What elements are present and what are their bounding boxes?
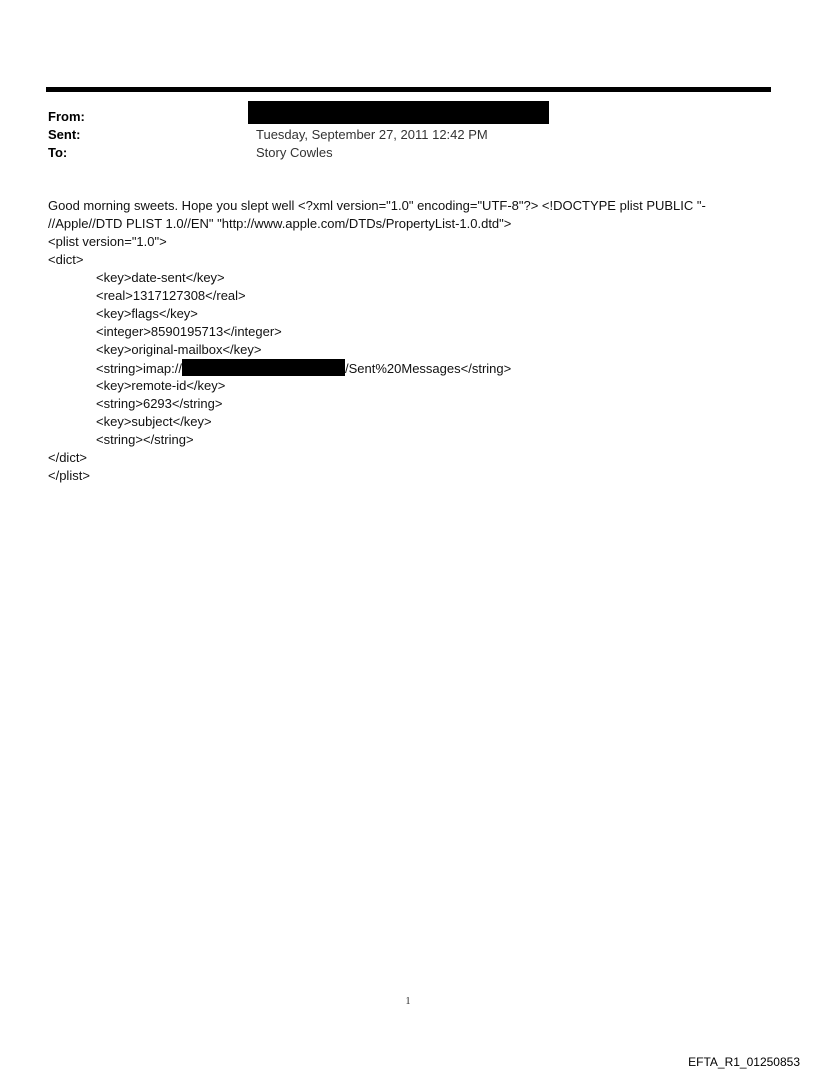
body-line: <dict> [48, 252, 84, 267]
body-line: <key>original-mailbox</key> [96, 342, 262, 357]
body-line: </dict> [48, 450, 88, 465]
header-divider [46, 87, 771, 92]
body-line: <key>flags</key> [96, 306, 198, 321]
sent-value: Tuesday, September 27, 2011 12:42 PM [256, 127, 488, 142]
body-line: <key>date-sent</key> [96, 270, 225, 285]
body-line: <string></string> [96, 432, 194, 447]
sent-label: Sent: [48, 127, 81, 142]
body-line: //Apple//DTD PLIST 1.0//EN" "http://www.apple.com/DTDs/PropertyList-1.0.dtd"> [48, 216, 512, 231]
from-row [48, 108, 748, 126]
string-open-text: <string>imap:// [96, 361, 182, 376]
string-close-text: /Sent%20Messages</string> [345, 361, 512, 376]
body-line: <key>subject</key> [96, 414, 212, 429]
body-line: </plist> [48, 468, 90, 483]
body-line: Good morning sweets. Hope you slept well <?xml version="1.0" encoding="UTF-8"?> <!DOCTYPE plist PUBLIC "- [48, 198, 706, 213]
sent-row [48, 126, 748, 144]
bates-number: EFTA_R1_01250853 [688, 1055, 800, 1069]
to-row [48, 144, 748, 162]
from-label: From: [48, 109, 85, 124]
page-number: 1 [405, 996, 411, 1007]
body-line-redacted [48, 359, 748, 377]
redaction-box [248, 101, 549, 124]
body-line: <key>remote-id</key> [96, 378, 226, 393]
body-line: <string>6293</string> [96, 396, 223, 411]
to-label: To: [48, 145, 68, 160]
body-line: <real>1317127308</real> [96, 288, 246, 303]
body-line: <integer>8590195713</integer> [96, 324, 282, 339]
body-line: <plist version="1.0"> [48, 234, 167, 249]
redaction-box [182, 359, 345, 376]
to-value: Story Cowles [256, 145, 333, 160]
email-body [48, 197, 748, 485]
